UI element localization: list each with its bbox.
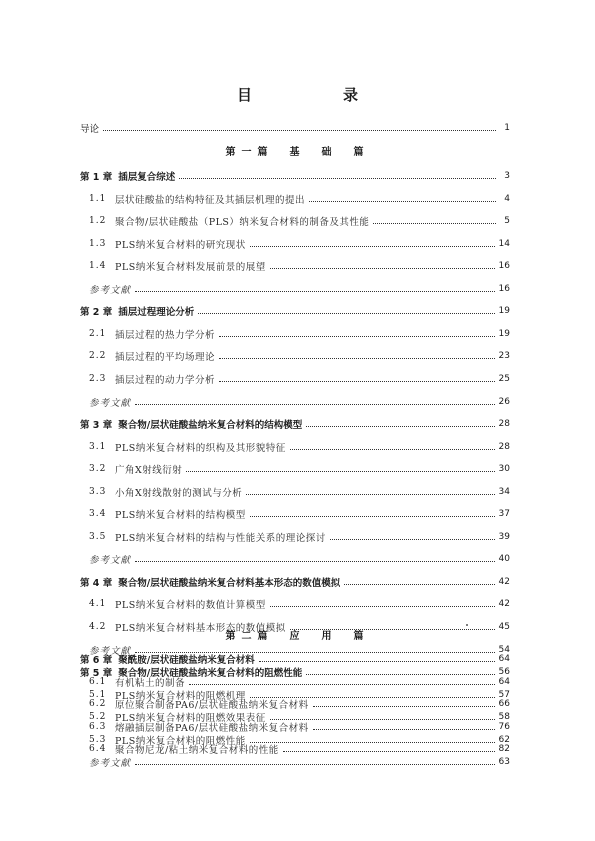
page-number: 64: [498, 654, 510, 664]
page-number: 54: [498, 645, 510, 655]
entry-title: 参考文献: [89, 398, 132, 409]
entry-title: 插层复合综述: [118, 172, 176, 183]
entry-title: PLS纳米复合材料的结构与性能关系的理论探讨: [115, 533, 326, 544]
section-entry: [89, 720, 510, 734]
entry-title: 聚合物尼龙/粘土纳米复合材料的性能: [115, 745, 279, 756]
section-entry: [89, 237, 510, 251]
entry-number: 3.4: [89, 509, 107, 519]
entry-number: 第 1 章: [80, 172, 113, 183]
page-number: 19: [498, 329, 510, 339]
dot-leader: [198, 313, 494, 314]
entry-title: 有机粘土的制备: [115, 678, 186, 689]
entry-title: 熔融插层制备PA6/层状硅酸盐纳米复合材料: [115, 723, 309, 734]
entry-title: 插层过程的动力学分析: [115, 375, 216, 386]
entry-title: PLS纳米复合材料的数值计算模型: [115, 600, 266, 611]
page-number: 76: [498, 722, 510, 732]
entry-number: 6.1: [89, 677, 107, 687]
dot-leader: [135, 291, 495, 292]
entry-number: 6.2: [89, 699, 107, 709]
section-entry: [89, 697, 510, 711]
entry-number: 第 4 章: [80, 578, 113, 589]
entry-title: 插层过程的热力学分析: [115, 330, 216, 341]
page-number: 58: [498, 712, 510, 722]
part-heading: 第二篇 应 用 篇: [225, 631, 370, 642]
entry-title: 小角X射线散射的测试与分析: [115, 488, 243, 499]
entry-number: 5.1: [89, 690, 107, 700]
page-number: 23: [498, 351, 510, 361]
dot-leader: [313, 706, 495, 707]
entry-title: 广角X射线衍射: [115, 465, 183, 476]
scan-speck: [466, 624, 468, 626]
entry-title: 参考文献: [89, 758, 132, 769]
page-number: 64: [498, 677, 510, 687]
chapter-entry: [80, 417, 510, 431]
dot-leader: [259, 661, 495, 662]
dot-leader: [103, 130, 496, 131]
chapter-entry: [80, 575, 510, 589]
part-heading: 第一篇 基 础 篇: [225, 147, 370, 158]
dot-leader: [179, 178, 496, 179]
section-entry: [89, 597, 510, 611]
page-number: 66: [498, 699, 510, 709]
entry-number: 6.3: [89, 722, 107, 732]
dot-leader: [135, 404, 495, 405]
page-title: 目 录: [236, 86, 396, 104]
page-number: 37: [498, 509, 510, 519]
page-number: 56: [498, 667, 510, 677]
dot-leader: [313, 729, 495, 730]
entry-title: 层状硅酸盐的结构特征及其插层机理的提出: [115, 195, 306, 206]
entry-number: 第 2 章: [80, 307, 113, 318]
dot-leader: [219, 358, 495, 359]
chapter-entry: [80, 169, 510, 183]
page-number: 30: [498, 464, 510, 474]
page-number: 16: [498, 284, 510, 294]
dot-leader: [135, 561, 495, 562]
entry-number: 3.2: [89, 464, 107, 474]
dot-leader: [344, 584, 494, 585]
page-number: 62: [498, 735, 510, 745]
dot-leader: [219, 336, 495, 337]
references-entry: [89, 552, 510, 566]
section-entry: [89, 327, 510, 341]
section-entry: [89, 259, 510, 273]
entry-title: 插层过程理论分析: [118, 307, 195, 318]
section-entry: [89, 372, 510, 386]
page-number: 45: [498, 622, 510, 632]
dot-leader: [186, 471, 494, 472]
dot-leader: [373, 223, 496, 224]
dot-leader: [330, 539, 495, 540]
page-number: 1: [504, 123, 510, 133]
entry-title: 参考文献: [89, 646, 132, 657]
page-number: 19: [498, 306, 510, 316]
page-number: 57: [498, 690, 510, 700]
entry-number: 2.2: [89, 351, 107, 361]
entry-number: 第 3 章: [80, 420, 113, 431]
entry-title: PLS纳米复合材料的结构模型: [115, 510, 246, 521]
entry-number: 5.2: [89, 712, 107, 722]
section-entry: [89, 349, 510, 363]
entry-title: PLS纳米复合材料的阻燃性能: [115, 736, 246, 747]
section-entry: [89, 192, 510, 206]
entry-number: 3.3: [89, 487, 107, 497]
entry-title: 参考文献: [89, 285, 132, 296]
entry-title: 聚合物/层状硅酸盐纳米复合材料的结构模型: [118, 420, 303, 431]
chapter-entry: [80, 304, 510, 318]
page-number: 5: [504, 216, 510, 226]
page-number: 4: [504, 194, 510, 204]
entry-number: 1.3: [89, 239, 107, 249]
entry-number: 2.1: [89, 329, 107, 339]
dot-leader: [250, 516, 495, 517]
dot-leader: [219, 381, 495, 382]
entry-number: 1.2: [89, 216, 107, 226]
page-number: 40: [498, 554, 510, 564]
page-number: 82: [498, 744, 510, 754]
dot-leader: [250, 246, 495, 247]
entry-title: PLS纳米复合材料基本形态的数值模拟: [115, 623, 286, 634]
dot-leader: [283, 751, 495, 752]
dot-leader: [290, 449, 495, 450]
dot-leader: [270, 268, 495, 269]
page-number: 42: [498, 577, 510, 587]
entry-title: PLS纳米复合材料发展前景的展望: [115, 262, 266, 273]
entry-title: PLS纳米复合材料的阻燃机理: [115, 691, 246, 702]
section-entry: [89, 485, 510, 499]
references-entry: [89, 755, 510, 769]
entry-number: 3.1: [89, 442, 107, 452]
section-entry: [89, 462, 510, 476]
section-entry: [89, 742, 510, 756]
entry-title: PLS纳米复合材料的阻燃效果表征: [115, 713, 266, 724]
entry-number: 6.4: [89, 744, 107, 754]
page-number: 28: [498, 442, 510, 452]
dot-leader: [270, 606, 495, 607]
entry-title: PLS纳米复合材料的研究现状: [115, 240, 246, 251]
section-entry: [89, 214, 510, 228]
entry-title: 插层过程的平均场理论: [115, 352, 216, 363]
entry-title: 聚酰胺/层状硅酸盐纳米复合材料: [118, 655, 255, 666]
entry-number: 第 5 章: [80, 668, 113, 679]
page-number: 25: [498, 374, 510, 384]
page-number: 3: [504, 171, 510, 181]
references-entry: [89, 282, 510, 296]
page-number: 34: [498, 487, 510, 497]
dot-leader: [189, 684, 495, 685]
page-number: 39: [498, 532, 510, 542]
entry-number: 1.4: [89, 261, 107, 271]
section-entry: [89, 507, 510, 521]
entry-title: 聚合物/层状硅酸盐纳米复合材料的阻燃性能: [118, 668, 303, 679]
entry-title: 参考文献: [89, 555, 132, 566]
dot-leader: [306, 426, 494, 427]
entry-title: PLS纳米复合材料的织构及其形貌特征: [115, 443, 286, 454]
dot-leader: [135, 764, 495, 765]
page-number: 42: [498, 599, 510, 609]
page-number: 26: [498, 397, 510, 407]
entry-number: 4.2: [89, 622, 107, 632]
entry-number: 1.1: [89, 194, 107, 204]
references-entry: [89, 395, 510, 409]
intro-entry: [80, 121, 510, 135]
dot-leader: [309, 201, 496, 202]
section-entry: [89, 440, 510, 454]
section-entry: [89, 675, 510, 689]
page-number: 28: [498, 419, 510, 429]
page-number: 14: [498, 239, 510, 249]
entry-number: 5.3: [89, 735, 107, 745]
entry-number: 2.3: [89, 374, 107, 384]
dot-leader: [246, 494, 494, 495]
page-number: 16: [498, 261, 510, 271]
entry-number: 3.5: [89, 532, 107, 542]
entry-title: 聚合物/层状硅酸盐（PLS）纳米复合材料的制备及其性能: [115, 217, 370, 228]
entry-number: 第 6 章: [80, 655, 113, 666]
entry-title: 导论: [80, 124, 100, 135]
section-entry: [89, 530, 510, 544]
entry-title: 原位聚合制备PA6/层状硅酸盐纳米复合材料: [115, 700, 309, 711]
entry-number: 4.1: [89, 599, 107, 609]
entry-title: 聚合物/层状硅酸盐纳米复合材料基本形态的数值模拟: [118, 578, 341, 589]
page-number: 63: [498, 757, 510, 767]
chapter-entry: [80, 652, 510, 666]
